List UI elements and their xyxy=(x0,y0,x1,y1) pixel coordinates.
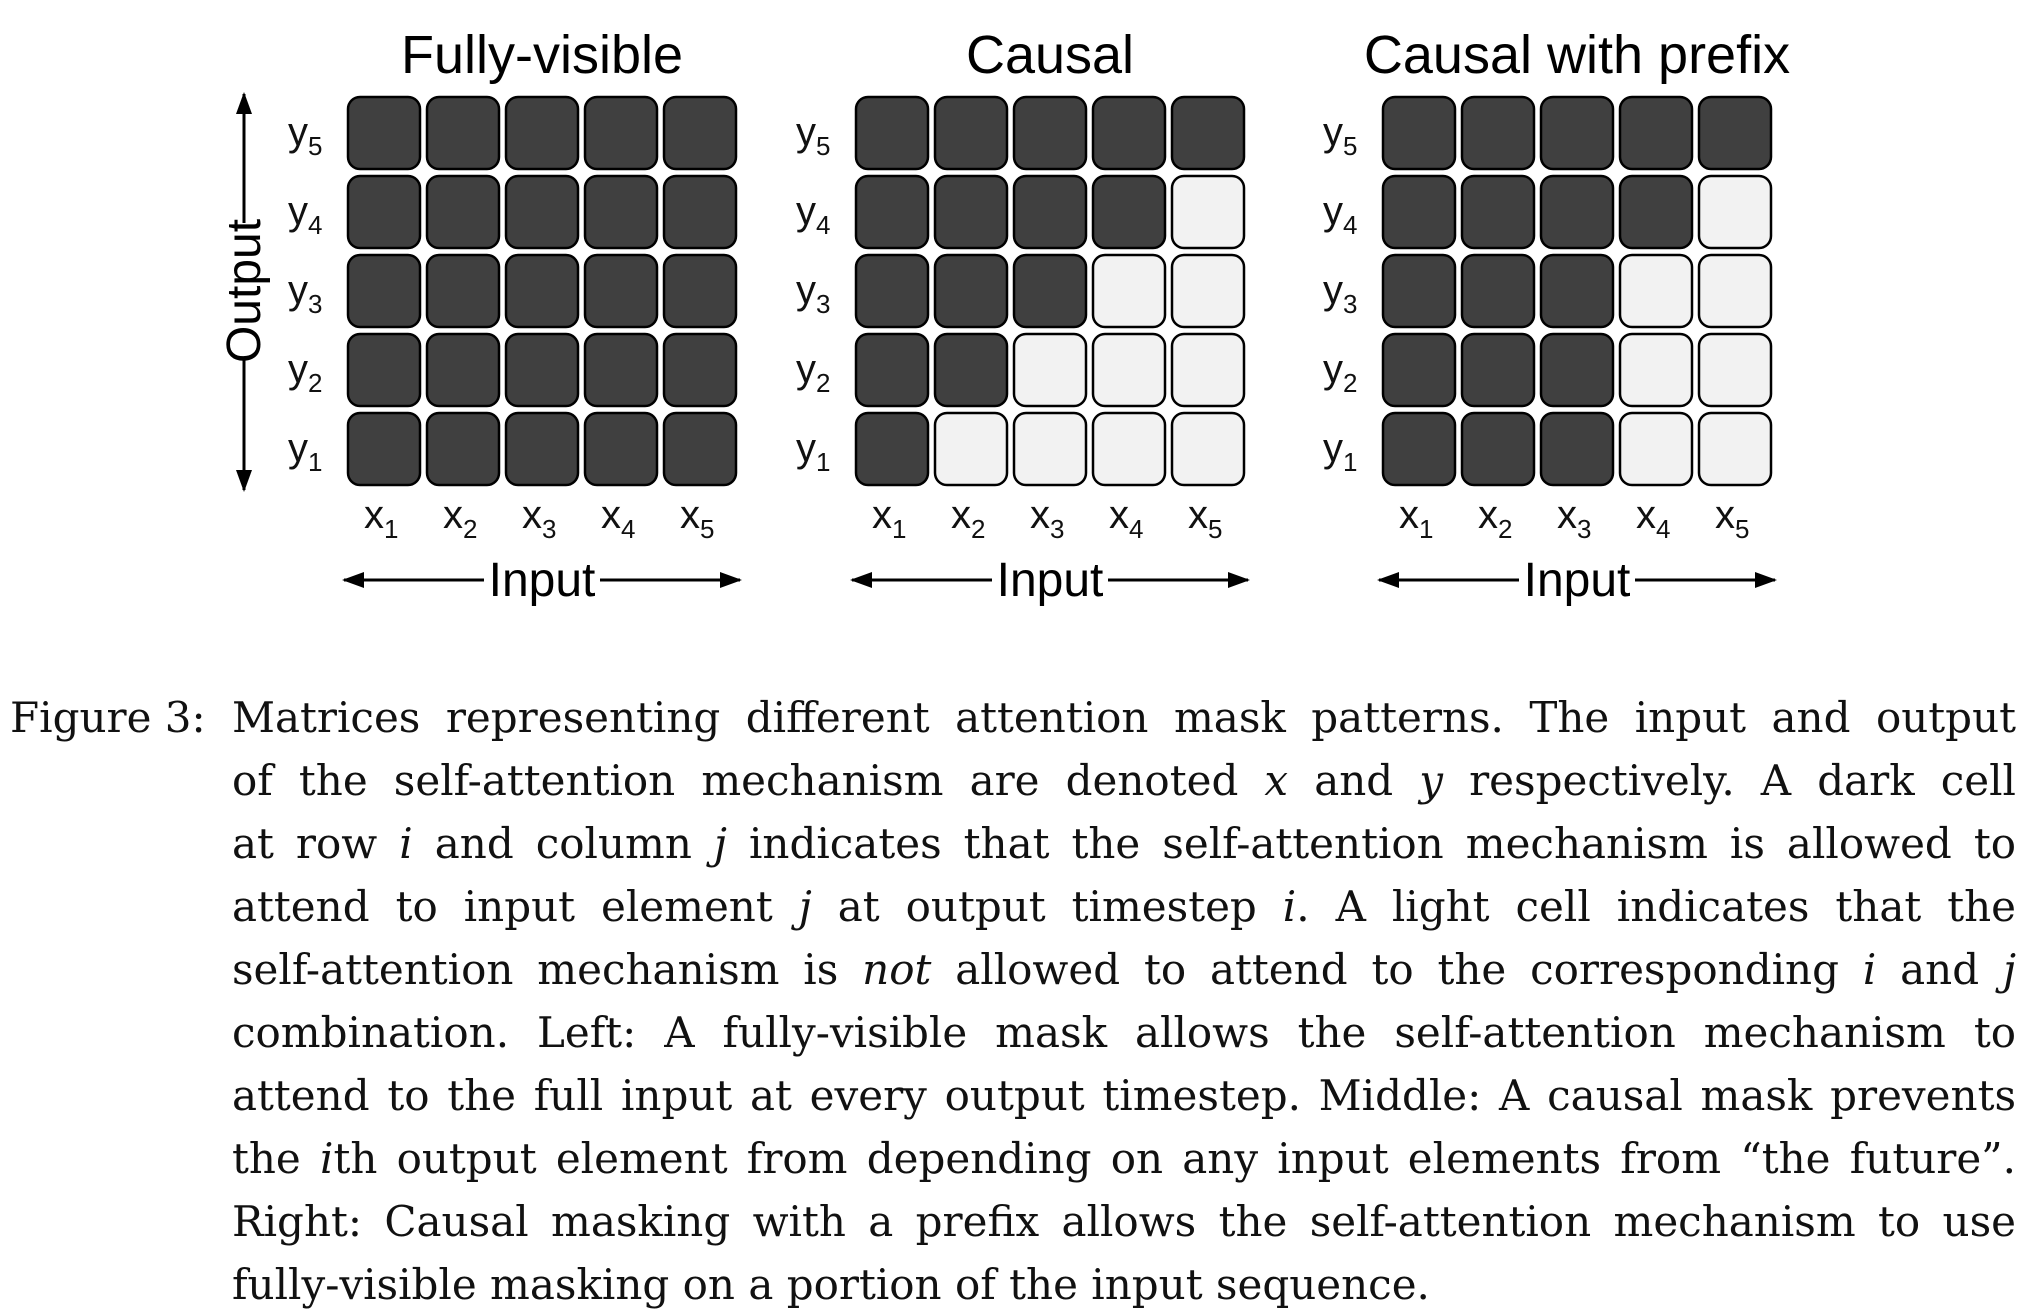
row-label: $y_2$ xyxy=(288,347,323,398)
caption-segment: i xyxy=(1282,882,1297,931)
caption-line xyxy=(232,1190,2016,1253)
x-axis-label: Input xyxy=(996,554,1104,607)
mask-matrices-diagram xyxy=(0,0,2026,640)
caption-line xyxy=(232,749,2016,812)
mask-cell-visible xyxy=(1462,97,1534,169)
row-label: $y_4$ xyxy=(1323,189,1358,240)
mask-cell-visible xyxy=(1014,176,1086,248)
mask-cell-visible xyxy=(1541,97,1613,169)
caption-segment: i xyxy=(399,819,413,868)
panel-title: Fully-visible xyxy=(400,25,684,85)
row-label: $y_1$ xyxy=(1323,426,1358,477)
mask-cell-masked xyxy=(1093,334,1165,406)
caption-line xyxy=(232,1064,2016,1127)
mask-cell-visible xyxy=(1462,176,1534,248)
row-label: $y_3$ xyxy=(796,268,831,319)
caption-segment: y xyxy=(1419,756,1444,805)
mask-cell-visible xyxy=(1620,97,1692,169)
col-label: $x_3$ xyxy=(1030,493,1065,544)
mask-cell-visible xyxy=(935,176,1007,248)
mask-cell-visible xyxy=(664,334,736,406)
col-label: $x_4$ xyxy=(1109,493,1144,544)
caption-segment: and xyxy=(1876,945,2003,994)
mask-cell-visible xyxy=(1383,413,1455,485)
mask-cell-visible xyxy=(856,97,928,169)
caption-segment: attend to the full input at every output timestep. Middle: A causal mask prevents xyxy=(232,1071,2016,1120)
mask-cell-visible xyxy=(935,334,1007,406)
mask-cell-visible xyxy=(1541,176,1613,248)
mask-cell-masked xyxy=(1014,413,1086,485)
mask-cell-visible xyxy=(506,176,578,248)
caption-segment: j xyxy=(798,882,812,931)
col-label: $x_2$ xyxy=(1478,493,1513,544)
mask-cell-visible xyxy=(1014,255,1086,327)
caption-segment: not xyxy=(862,945,932,994)
col-label: $x_3$ xyxy=(522,493,557,544)
caption-segment: i xyxy=(320,1134,334,1183)
mask-cell-visible xyxy=(1699,97,1771,169)
col-label: $x_4$ xyxy=(601,493,636,544)
caption-line xyxy=(232,686,2016,749)
mask-cell-masked xyxy=(1699,334,1771,406)
caption-segment: and xyxy=(1288,756,1420,805)
col-label: $x_5$ xyxy=(1715,493,1750,544)
caption-text xyxy=(232,686,2016,1316)
mask-cell-visible xyxy=(585,334,657,406)
mask-cell-visible xyxy=(427,176,499,248)
mask-cell-visible xyxy=(1383,176,1455,248)
mask-cell-visible xyxy=(1383,334,1455,406)
col-label: $x_2$ xyxy=(951,493,986,544)
caption-segment: j xyxy=(2002,945,2016,994)
caption-line xyxy=(232,938,2016,1001)
col-label: $x_5$ xyxy=(680,493,715,544)
mask-cell-masked xyxy=(1172,413,1244,485)
row-label: $y_3$ xyxy=(1323,268,1358,319)
caption-segment: at row xyxy=(232,819,400,868)
mask-cell-masked xyxy=(1620,255,1692,327)
mask-cell-visible xyxy=(1462,413,1534,485)
attention-mask-figure xyxy=(0,0,2026,640)
mask-cell-visible xyxy=(1620,176,1692,248)
figure-caption xyxy=(10,686,2016,1316)
col-label: $x_5$ xyxy=(1188,493,1223,544)
mask-cell-visible xyxy=(1172,97,1244,169)
x-axis-label: Input xyxy=(1523,554,1631,607)
row-label: $y_4$ xyxy=(288,189,323,240)
mask-cell-masked xyxy=(1093,255,1165,327)
caption-segment: self-attention mechanism is xyxy=(232,945,863,994)
mask-cell-masked xyxy=(1620,413,1692,485)
mask-cell-masked xyxy=(1699,176,1771,248)
mask-panel-1 xyxy=(218,25,740,607)
caption-segment: allowed to attend to the corresponding xyxy=(931,945,1863,994)
caption-segment: and column xyxy=(412,819,714,868)
row-label: $y_1$ xyxy=(288,426,323,477)
mask-cell-visible xyxy=(348,334,420,406)
mask-cell-visible xyxy=(585,255,657,327)
col-label: $x_1$ xyxy=(1399,493,1434,544)
mask-cell-visible xyxy=(427,255,499,327)
mask-panel-3 xyxy=(1323,25,1790,607)
col-label: $x_4$ xyxy=(1636,493,1671,544)
row-label: $y_1$ xyxy=(796,426,831,477)
mask-cell-visible xyxy=(506,334,578,406)
caption-line xyxy=(232,1001,2016,1064)
mask-cell-visible xyxy=(1541,334,1613,406)
mask-panel-2 xyxy=(796,25,1248,607)
mask-cell-visible xyxy=(1383,255,1455,327)
caption-label: Figure 3: xyxy=(10,693,206,742)
col-label: $x_3$ xyxy=(1557,493,1592,544)
caption-line xyxy=(232,812,2016,875)
row-label: $y_2$ xyxy=(796,347,831,398)
caption-line xyxy=(232,1127,2016,1190)
mask-cell-visible xyxy=(664,255,736,327)
row-label: $y_5$ xyxy=(796,110,831,161)
mask-cell-visible xyxy=(585,97,657,169)
col-label: $x_1$ xyxy=(364,493,399,544)
mask-cell-visible xyxy=(664,413,736,485)
mask-cell-visible xyxy=(856,413,928,485)
col-label: $x_2$ xyxy=(443,493,478,544)
caption-segment: . A light cell indicates that the xyxy=(1296,882,2016,931)
mask-cell-masked xyxy=(1699,413,1771,485)
mask-cell-masked xyxy=(1172,176,1244,248)
mask-cell-visible xyxy=(1462,255,1534,327)
mask-cell-visible xyxy=(506,413,578,485)
mask-cell-visible xyxy=(427,334,499,406)
mask-cell-masked xyxy=(1620,334,1692,406)
mask-cell-visible xyxy=(585,176,657,248)
mask-cell-visible xyxy=(506,97,578,169)
row-label: $y_5$ xyxy=(1323,110,1358,161)
panel-title: Causal with prefix xyxy=(1363,25,1791,85)
mask-cell-masked xyxy=(1172,334,1244,406)
col-label: $x_1$ xyxy=(872,493,907,544)
mask-cell-visible xyxy=(1383,97,1455,169)
mask-cell-visible xyxy=(1093,97,1165,169)
caption-segment: Matrices representing different attention mask patterns. The input and output xyxy=(232,693,2016,742)
mask-cell-visible xyxy=(856,176,928,248)
mask-cell-visible xyxy=(856,334,928,406)
mask-cell-visible xyxy=(1093,176,1165,248)
caption-segment: attend to input element xyxy=(232,882,799,931)
mask-cell-visible xyxy=(1541,255,1613,327)
mask-cell-masked xyxy=(1172,255,1244,327)
caption-segment: th output element from depending on any input elements from “the future”. xyxy=(333,1134,2016,1183)
caption-segment: the xyxy=(232,1134,320,1183)
mask-cell-masked xyxy=(1093,413,1165,485)
caption-line xyxy=(232,1253,2016,1316)
caption-segment: i xyxy=(1862,945,1877,994)
caption-line xyxy=(232,875,2016,938)
row-label: $y_5$ xyxy=(288,110,323,161)
mask-cell-visible xyxy=(348,413,420,485)
mask-cell-visible xyxy=(427,97,499,169)
caption-segment: indicates that the self-attention mechanism is allowed to xyxy=(726,819,2017,868)
caption-segment: of the self-attention mechanism are denoted xyxy=(232,756,1265,805)
mask-cell-visible xyxy=(935,97,1007,169)
row-label: $y_3$ xyxy=(288,268,323,319)
mask-cell-visible xyxy=(664,97,736,169)
mask-cell-masked xyxy=(935,413,1007,485)
row-label: $y_4$ xyxy=(796,189,831,240)
mask-cell-visible xyxy=(1014,97,1086,169)
mask-cell-visible xyxy=(1541,413,1613,485)
caption-segment: x xyxy=(1264,756,1289,805)
panel-title: Causal xyxy=(965,25,1135,85)
mask-cell-visible xyxy=(935,255,1007,327)
mask-cell-visible xyxy=(856,255,928,327)
mask-cell-visible xyxy=(348,176,420,248)
row-label: $y_2$ xyxy=(1323,347,1358,398)
mask-cell-visible xyxy=(506,255,578,327)
caption-segment: at output timestep xyxy=(811,882,1283,931)
caption-segment: respectively. A dark cell xyxy=(1443,756,2016,805)
mask-cell-visible xyxy=(1462,334,1534,406)
y-axis-label: Output xyxy=(218,218,271,364)
mask-cell-visible xyxy=(664,176,736,248)
mask-cell-masked xyxy=(1014,334,1086,406)
mask-cell-visible xyxy=(427,413,499,485)
mask-cell-masked xyxy=(1699,255,1771,327)
caption-segment: fully-visible masking on a portion of the input sequence. xyxy=(232,1260,1430,1309)
x-axis-label: Input xyxy=(488,554,596,607)
mask-cell-visible xyxy=(585,413,657,485)
mask-cell-visible xyxy=(348,255,420,327)
caption-segment: j xyxy=(713,819,727,868)
caption-segment: Right: Causal masking with a prefix allows the self-attention mechanism to use xyxy=(232,1197,2016,1246)
mask-cell-visible xyxy=(348,97,420,169)
caption-segment: combination. Left: A fully-visible mask allows the self-attention mechanism to xyxy=(232,1008,2016,1057)
